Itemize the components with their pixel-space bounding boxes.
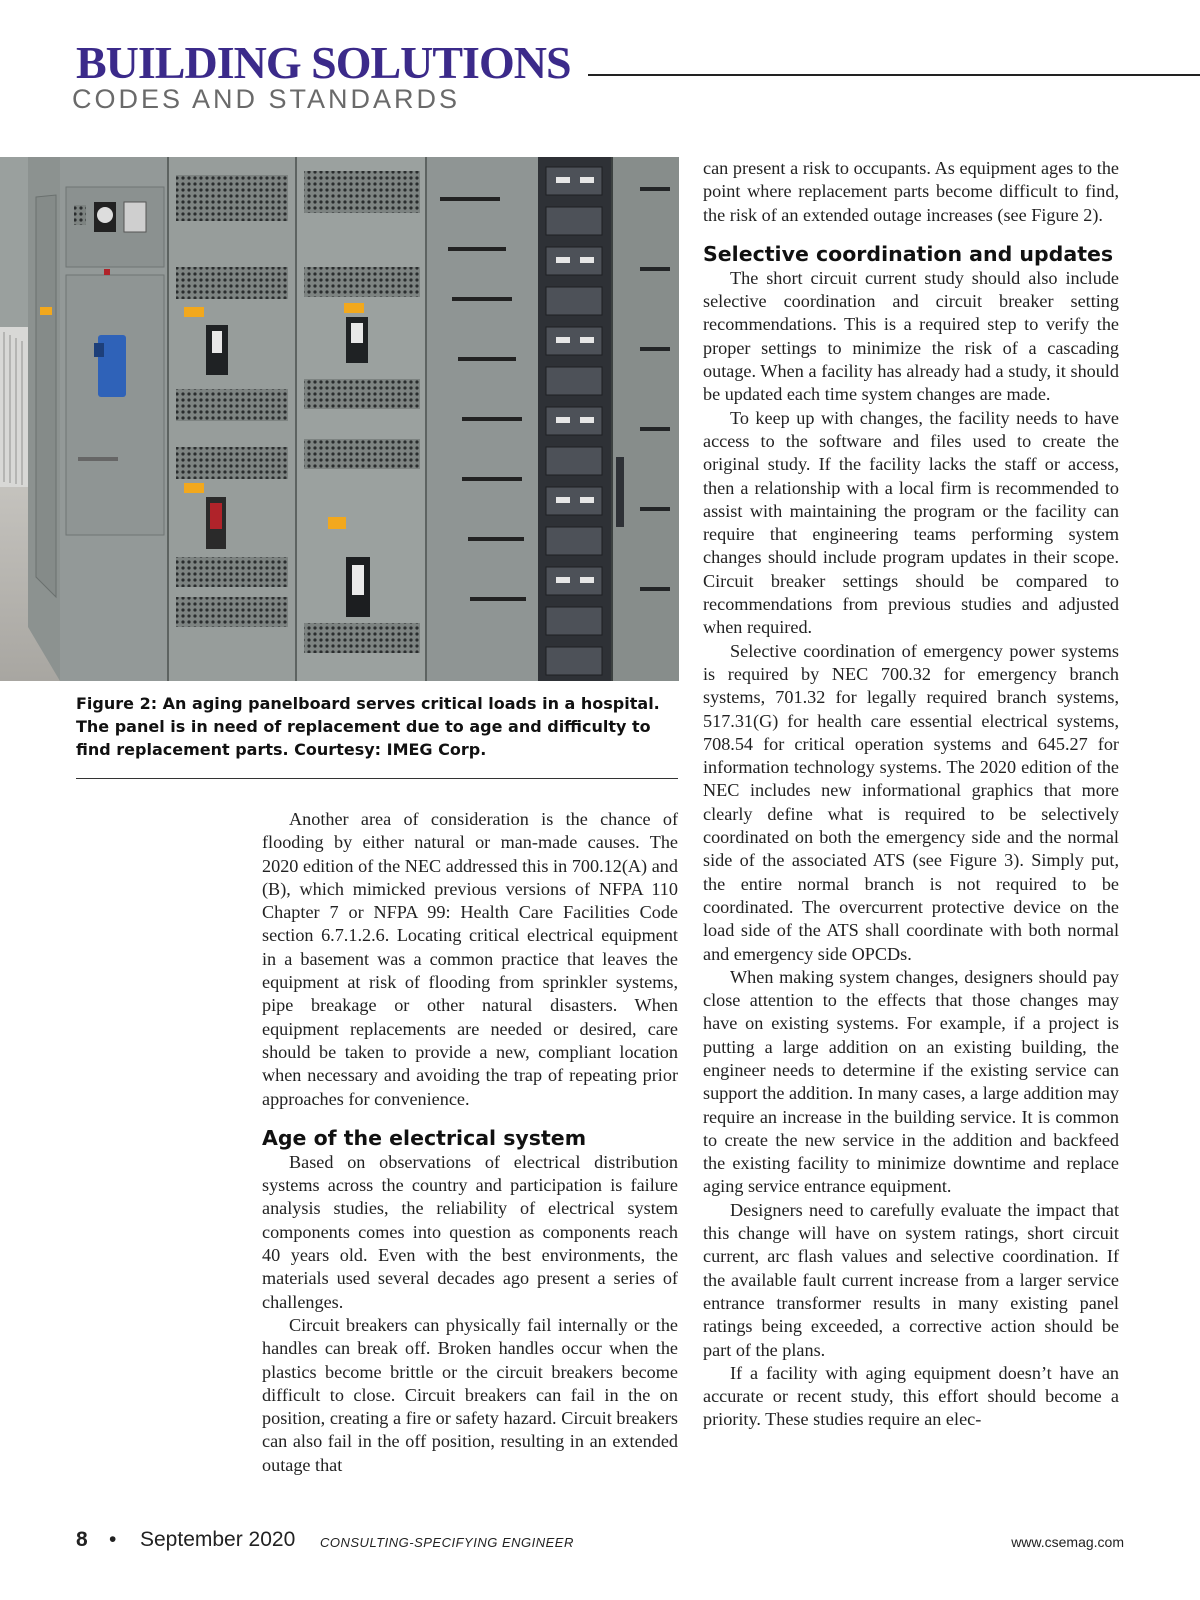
page-footer xyxy=(76,1528,1124,1558)
footer-bullet: • xyxy=(109,1528,117,1551)
paragraph: To keep up with changes, the facility needs to have access to the software and files used to create the original study. If the facility lacks the staff or access, then a relationship with a local firm is recommended to assist with maintaining the program or the facility can require that engineering teams performing system changes should include program updates in their scope. Circuit breaker settings should be compared to recommendations from previous studies and adjusted when required. xyxy=(703,407,1119,638)
paragraph: Designers need to carefully evaluate the impact that this change will have on system ratings, short circuit current, arc flash values and selective coordination. If the available fault current increase from a larger service entrance transformer results in many existing panel ratings being exceeded, a corrective action should be part of the plans. xyxy=(703,1199,1119,1360)
panelboard-photo xyxy=(0,157,679,681)
magazine-name: CONSULTING-SPECIFYING ENGINEER xyxy=(320,1535,574,1550)
paragraph: Circuit breakers can physically fail internally or the handles can break off. Broken handles occur when the plastics become brittle or the circuit breakers become difficult to close. Circuit breakers can fail in the on position, creating a fire or safety hazard. Circuit breakers can also fail in the off position, resulting in an extended outage that xyxy=(262,1314,678,1475)
section-heading: Selective coordination and updates xyxy=(703,241,1114,266)
paragraph: Selective coordination of emergency power systems is required by NEC 700.32 for emergency branch systems, 701.32 for legally required branch systems, 517.31(G) for health care essential electrical systems, 708.54 for critical operation systems and 645.27 for information technology systems. The 2020 edition of the NEC includes new informational graphics that more clearly define what is required to be selectively coordinated on both the emergency side and the normal side of the associated ATS (see Figure 3). Simply put, the entire normal branch is not required to be coordinated. The overcurrent protective device on the load side of the ATS shall coordinate with both normal and emergency side OPCDs. xyxy=(703,640,1119,964)
paragraph: Based on observations of electrical distribution systems across the country and participation is failure analysis studies, the reliability of electrical system components comes into question as components reach 40 years old. Even with the best environments, the materials used several decades ago present a series of challenges. xyxy=(262,1151,678,1312)
header-rule xyxy=(588,74,1200,76)
caption-rule xyxy=(76,778,678,779)
left-column xyxy=(262,808,678,1477)
figure-caption: Figure 2: An aging panelboard serves critical loads in a hospital. The panel is in need of replacement due to age and difficulty to find replacement parts. Courtesy: IMEG Corp. xyxy=(76,694,660,759)
section-title: BUILDING SOLUTIONS xyxy=(76,37,571,88)
paragraph: The short circuit current study should also include selective coordination and circuit breaker setting recommendations. This is a required step to verify the proper settings to minimize the risk of a cascading outage. When a facility has already had a study, it should be updated each time system changes are made. xyxy=(703,267,1119,405)
issue-date: September 2020 xyxy=(140,1528,296,1551)
paragraph: When making system changes, designers should pay close attention to the effects that those changes may have on existing systems. For example, if a project is putting a large addition on an existing building, the engineer needs to determine if the existing service can support the addition. In many cases, a large addition may require an increase in the building service. It is common to create the new service in the addition and backfeed the existing facility to minimize downtime and replace aging service entrance equipment. xyxy=(703,966,1119,1197)
paragraph: Another area of consideration is the chance of flooding by either natural or man-made causes. The 2020 edition of the NEC addressed this in 700.12(A) and (B), which mimicked previous versions of NFPA 110 Chapter 7 or NFPA 99: Health Care Facilities Code section 6.7.1.2.6. Locating critical electrical equipment in a basement was a common practice that leaves the equipment at risk of flooding from sprinkler systems, pipe breakage or other natural disasters. When equipment replacements are needed or desired, care should be taken to provide a new, compliant location when necessary and avoiding the trap of repeating prior approaches for convenience. xyxy=(262,809,678,1109)
paragraph: can present a risk to occupants. As equipment ages to the point where replacement parts become difficult to find, the risk of an extended outage increases (see Figure 2). xyxy=(703,158,1119,225)
website-url: www.csemag.com xyxy=(1011,1534,1124,1550)
section-heading: Age of the electrical system xyxy=(262,1125,587,1150)
page-number: 8 xyxy=(76,1528,88,1551)
section-subtitle: CODES AND STANDARDS xyxy=(72,84,461,114)
paragraph: If a facility with aging equipment doesn’t have an accurate or recent study, this effort should become a priority. These studies require an elec- xyxy=(703,1362,1119,1430)
right-column xyxy=(703,157,1119,1432)
